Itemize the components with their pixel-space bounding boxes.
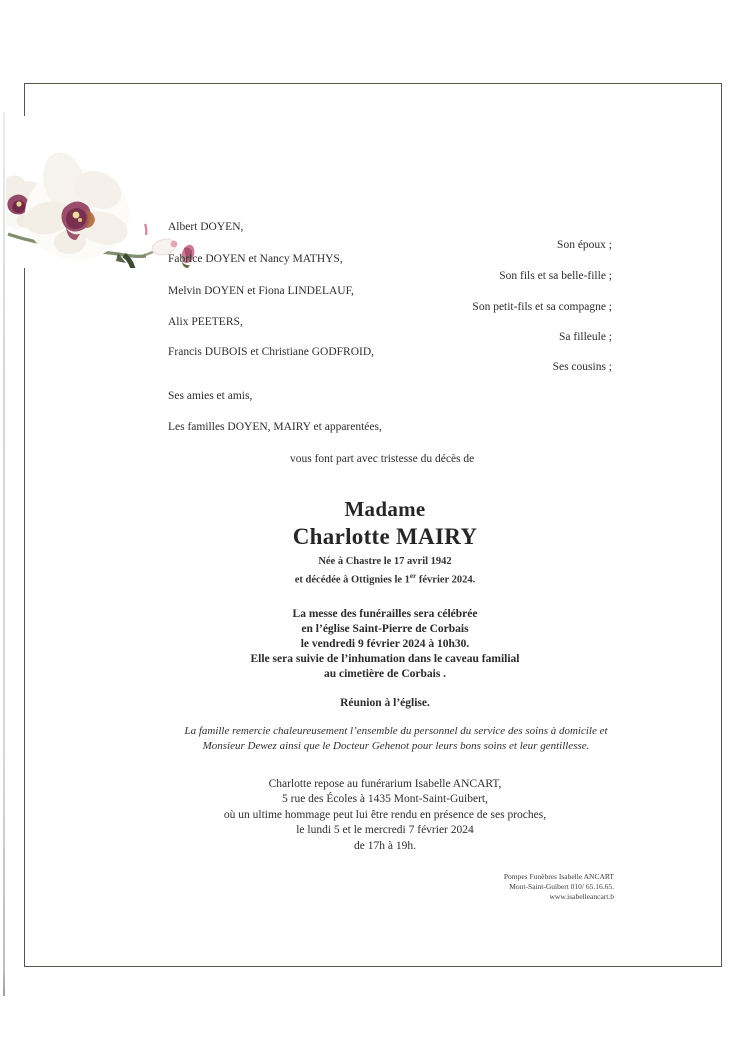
relation-label: Son petit-fils et sa compagne ; — [472, 301, 612, 313]
ceremony-line: au cimetière de Corbais . — [323, 668, 447, 680]
death-line-suffix: février 2024. — [416, 574, 476, 586]
relative-name: Fabrice DOYEN et Nancy MATHYS, — [168, 253, 343, 265]
announcement-line: vous font part avec tristesse du décès de — [290, 453, 475, 465]
relation-label: Sa filleule ; — [558, 331, 612, 343]
repose-line: le lundi 5 et le mercredi 7 février 2024 — [296, 824, 474, 836]
relative-name: Melvin DOYEN et Fiona LINDELAUF, — [168, 285, 354, 297]
repose-line: 5 rue des Écoles à 1435 Mont-Saint-Guibert, — [282, 793, 488, 805]
ceremony-line: le vendredi 9 février 2024 à 10h30. — [300, 638, 470, 650]
repose-line: Charlotte repose au funérarium Isabelle ANCART, — [268, 778, 502, 790]
friends-line: Ses amies et amis, — [168, 390, 253, 402]
relation-label: Son fils et sa belle-fille ; — [499, 270, 612, 282]
deceased-name: Charlotte MAIRY — [292, 524, 478, 549]
thanks-paragraph: La famille remercie chaleureusement l’ensemble du personnel du service des soins à domicile et Monsieur Dewez ainsi que le Docteur Gehenot pour leurs bons soins et leur gentillesse. — [184, 725, 608, 753]
funeral-home-website: www.isabelleancart.b — [549, 892, 614, 902]
death-line — [27, 569, 743, 588]
relative-name: Alix PEETERS, — [168, 316, 243, 328]
repose-line: où un ultime hommage peut lui être rendu en présence de ses proches, — [223, 809, 547, 821]
relative-name: Francis DUBOIS et Christiane GODFROID, — [168, 346, 375, 358]
funeral-home-footer — [314, 872, 614, 903]
families-line: Les familles DOYEN, MAIRY et apparentées, — [168, 421, 382, 433]
ceremony-line: La messe des funérailles sera célébrée — [292, 608, 478, 620]
funeral-home-phone: Mont-Saint-Guibert 010/ 65.16.65. — [509, 882, 614, 892]
ceremony-line: Elle sera suivie de l’inhumation dans le caveau familial — [250, 653, 520, 665]
relative-name: Albert DOYEN, — [168, 221, 244, 233]
meeting-line: Réunion à l’église. — [340, 697, 430, 709]
ordinal-superscript: er — [409, 572, 417, 580]
relation-label: Ses cousins ; — [552, 361, 612, 373]
funeral-home-name: Pompes Funèbres Isabelle ANCART — [503, 872, 614, 881]
death-line-prefix: et décédée à Ottignies le 1 — [294, 574, 410, 586]
ceremony-line: en l’église Saint-Pierre de Corbais — [301, 623, 469, 635]
deceased-title: Madame — [344, 497, 426, 521]
repose-line: de 17h à 19h. — [354, 840, 416, 852]
relation-label: Son époux ; — [557, 239, 612, 251]
birth-line: Née à Chastre le 17 avril 1942 — [318, 556, 452, 567]
